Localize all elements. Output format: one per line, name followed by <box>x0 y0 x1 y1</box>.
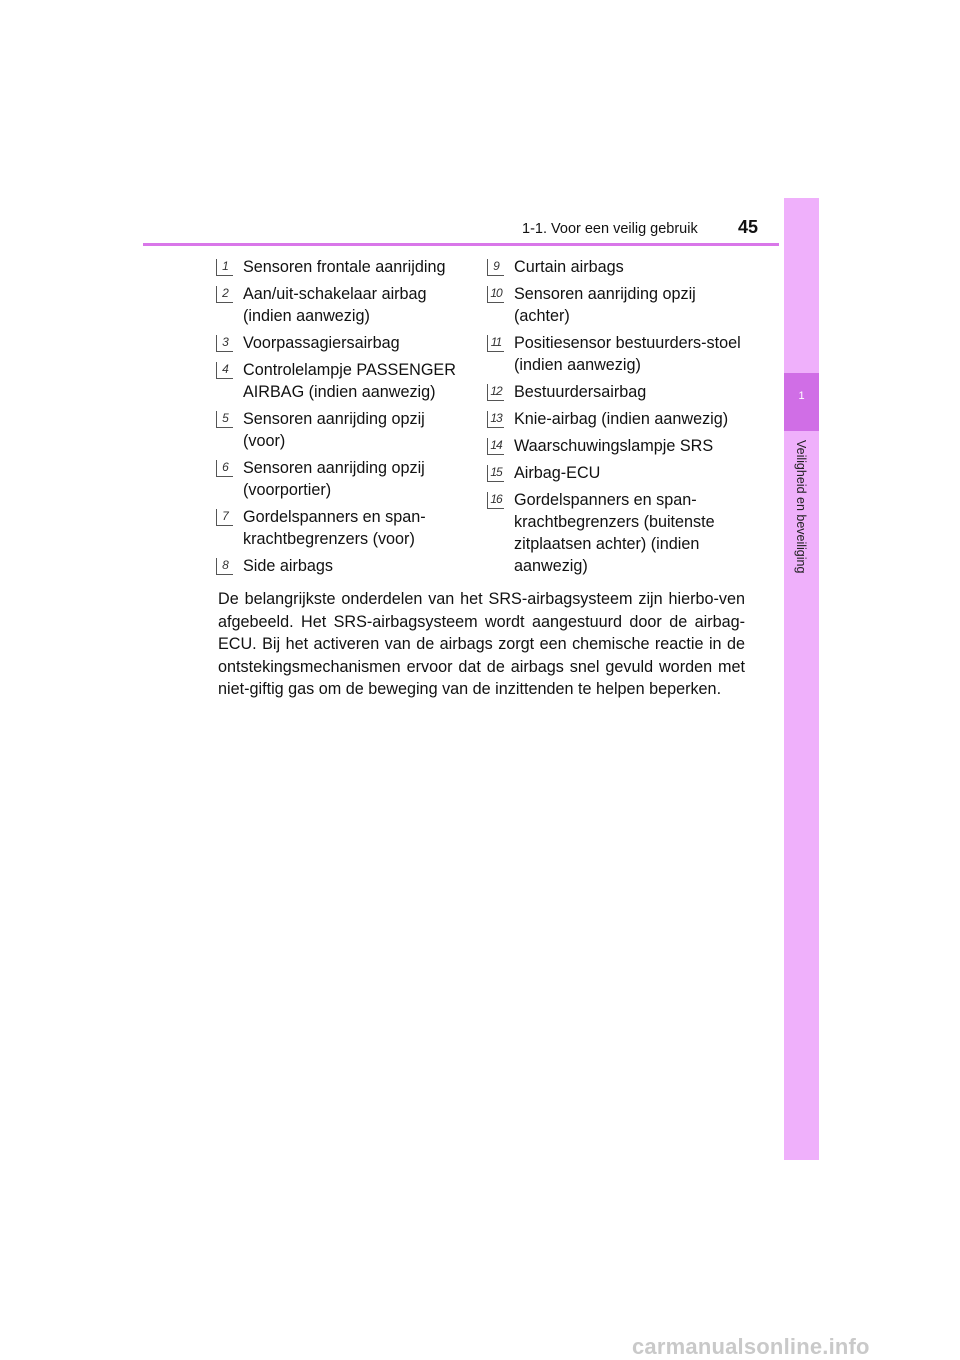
legend-item-text: Sensoren aanrijding opzij (voor) <box>243 410 425 450</box>
callout-number: 3 <box>216 335 233 352</box>
legend-item <box>487 332 747 376</box>
legend-item <box>216 457 471 501</box>
callout-number: 9 <box>487 259 504 276</box>
legend-item-text: Controlelampje PASSENGER AIRBAG (indien aanwezig) <box>243 361 456 401</box>
body-paragraph: De belangrijkste onderdelen van het SRS-airbagsysteem zijn hierbo-ven afgebeeld. Het SRS-airbagsysteem wordt aangestuurd door de airbag-ECU. Bij het activeren van de airbags zorgt een chemische reactie in de ontstekingsmechanismen ervoor dat de airbags snel gevuld worden met niet-giftig gas om de beweging van de inzittenden te helpen beperken. <box>218 590 745 699</box>
legend-item <box>216 332 471 354</box>
legend-item-text: Sensoren aanrijding opzij (voorportier) <box>243 459 425 499</box>
callout-number: 12 <box>487 384 504 401</box>
callout-number: 8 <box>216 558 233 575</box>
header-section-title: 1-1. Voor een veilig gebruik <box>522 221 698 237</box>
legend-item-text: Bestuurdersairbag <box>514 383 647 401</box>
legend-item-text: Gordelspanners en span-krachtbegrenzers (voor) <box>243 508 426 548</box>
legend-item <box>487 489 747 577</box>
watermark: carmanualsonline.info <box>632 1334 870 1359</box>
side-tab-chapter-number: 1 <box>798 390 805 402</box>
legend-item-text: Knie-airbag (indien aanwezig) <box>514 410 729 428</box>
callout-number: 10 <box>487 286 504 303</box>
legend-item-text: Side airbags <box>243 557 333 575</box>
legend-item <box>216 283 471 327</box>
side-tab-label: Veiligheid en beveiliging <box>794 440 808 574</box>
legend-item <box>487 408 747 430</box>
callout-number: 6 <box>216 460 233 477</box>
legend-item-text: Sensoren frontale aanrijding <box>243 258 446 276</box>
legend-column-left <box>216 256 471 582</box>
legend-item-text: Voorpassagiersairbag <box>243 334 400 352</box>
legend-item-text: Aan/uit-schakelaar airbag (indien aanwezig) <box>243 285 427 325</box>
legend-item-text: Airbag-ECU <box>514 464 601 482</box>
side-tab-active-chapter <box>784 373 819 431</box>
callout-number: 14 <box>487 438 504 455</box>
legend-item <box>487 381 747 403</box>
legend-item <box>487 283 747 327</box>
legend-item-text: Positiesensor bestuurders-stoel (indien aanwezig) <box>514 334 741 374</box>
callout-number: 11 <box>487 335 504 352</box>
legend-item <box>487 435 747 457</box>
legend-item-text: Gordelspanners en span-krachtbegrenzers (buitenste zitplaatsen achter) (indien aanwezig) <box>514 491 715 575</box>
callout-number: 4 <box>216 362 233 379</box>
legend-column-right <box>487 256 747 582</box>
legend-item <box>216 408 471 452</box>
legend-item-text: Curtain airbags <box>514 258 624 276</box>
legend-item <box>216 359 471 403</box>
legend-item-text: Sensoren aanrijding opzij (achter) <box>514 285 696 325</box>
legend-item <box>487 256 747 278</box>
legend-item <box>216 506 471 550</box>
page-number: 45 <box>738 217 759 237</box>
callout-number: 16 <box>487 492 504 509</box>
callout-number: 1 <box>216 259 233 276</box>
side-tab <box>784 198 819 1160</box>
legend-item <box>216 555 471 577</box>
legend-item-text: Waarschuwingslampje SRS <box>514 437 714 455</box>
callout-number: 13 <box>487 411 504 428</box>
legend-item <box>487 462 747 484</box>
callout-number: 15 <box>487 465 504 482</box>
legend-item <box>216 256 471 278</box>
callout-number: 5 <box>216 411 233 428</box>
header-rule <box>143 243 779 246</box>
callout-number: 7 <box>216 509 233 526</box>
callout-number: 2 <box>216 286 233 303</box>
